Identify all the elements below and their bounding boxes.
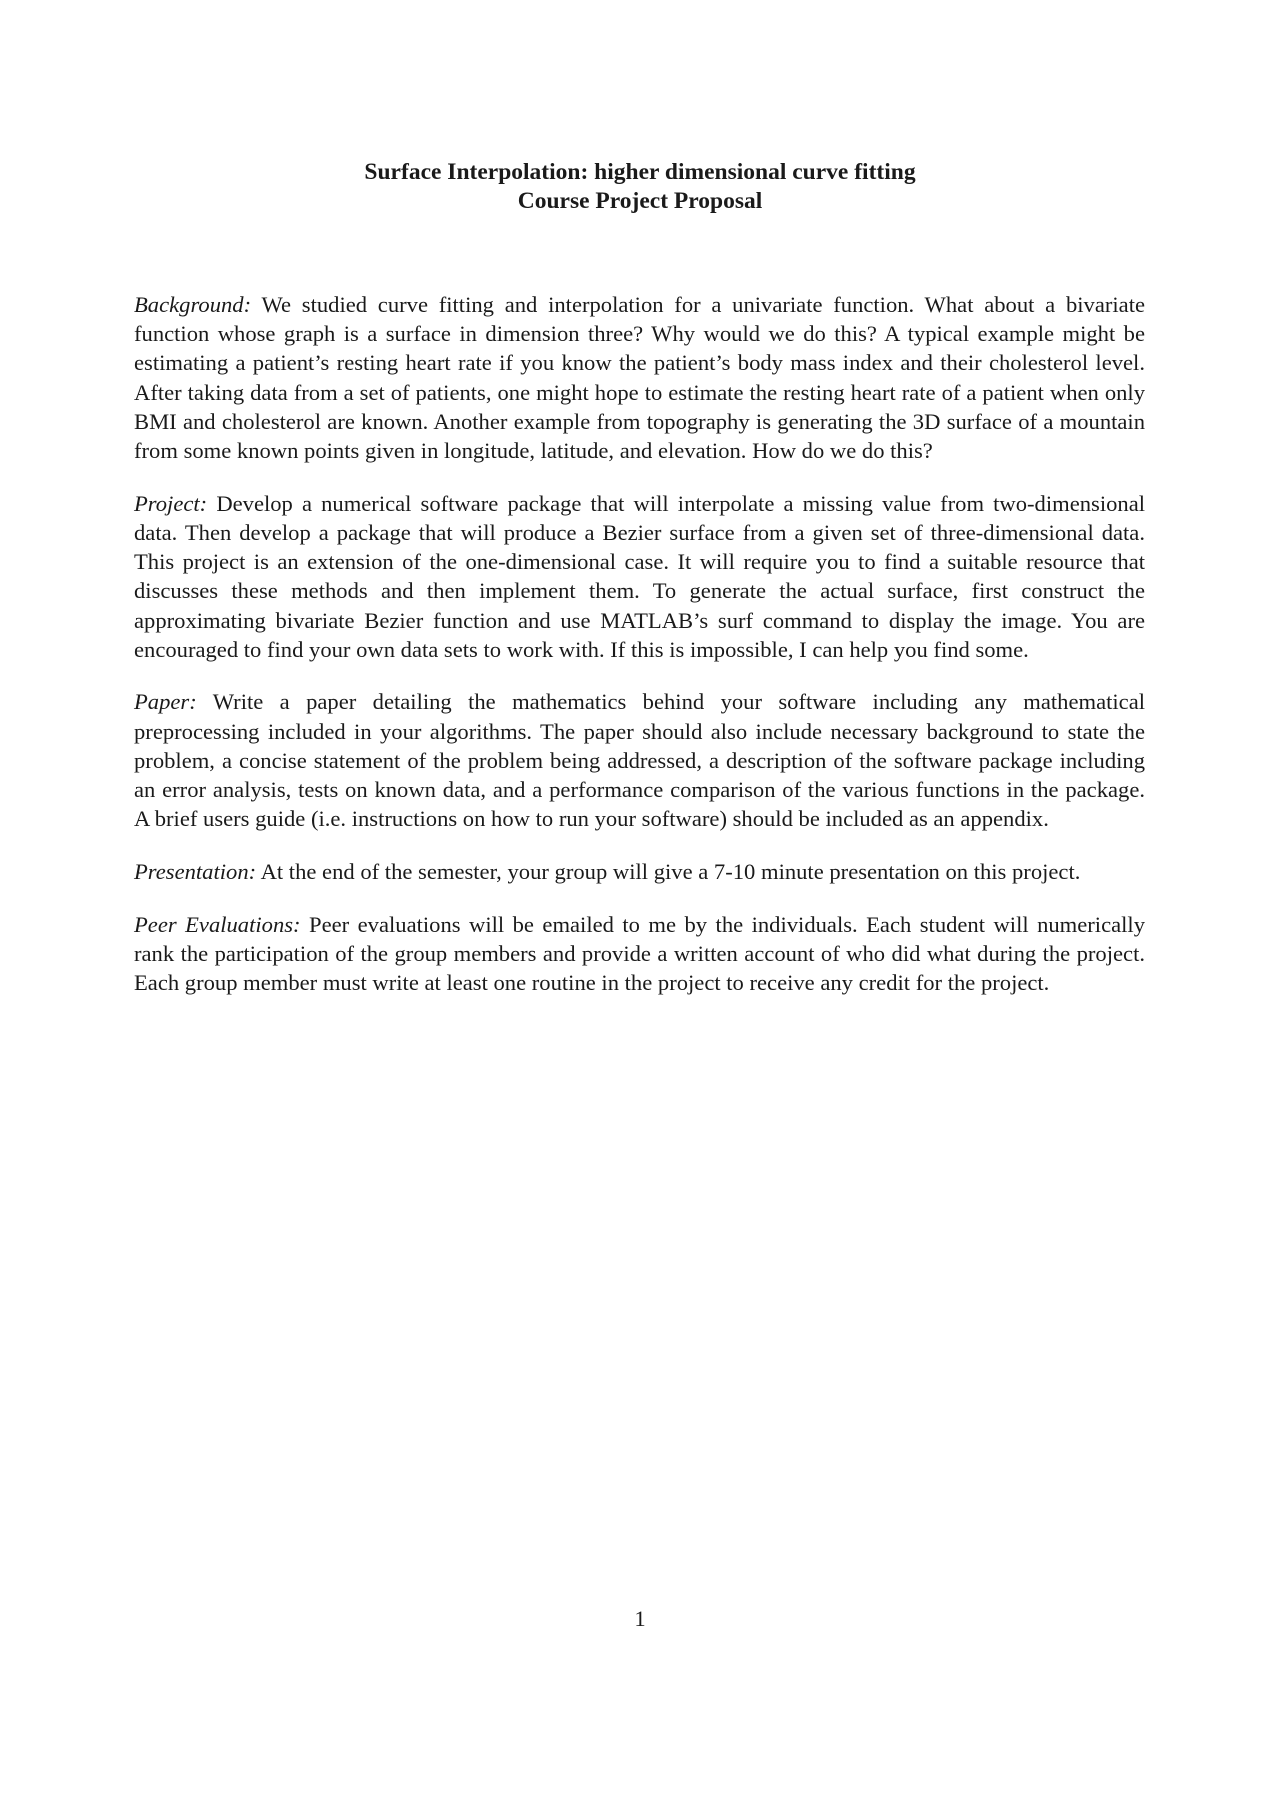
title-block: [0, 158, 1280, 216]
section-label-presentation: Presentation:: [134, 858, 257, 884]
section-project: [134, 489, 1145, 664]
section-text-paper: Write a paper detailing the mathematics behind your software including any mathematical preprocessing included in your algorithms. The paper should also include necessary background to state the problem, a concise statement of the problem being addressed, a description of the software package including an error analysis, tests on known data, and a performance comparison of the various functions in the package. A brief users guide (i.e. instructions on how to run your software) should be included as an appendix.: [134, 689, 1146, 832]
document-body: [134, 290, 1145, 1021]
section-paper: [134, 687, 1145, 833]
section-label-paper: Paper:: [134, 689, 197, 715]
document-title: Surface Interpolation: higher dimensional curve fitting: [364, 159, 916, 185]
section-text-presentation: At the end of the semester, your group will give a 7-10 minute presentation on this project.: [260, 858, 1081, 884]
document-subtitle: Course Project Proposal: [517, 188, 763, 214]
section-label-peer-evaluations: Peer Evaluations:: [134, 911, 301, 937]
section-peer-evaluations: [134, 910, 1145, 998]
section-label-background: Background:: [134, 292, 252, 317]
section-background: [134, 290, 1145, 465]
section-text-background: We studied curve fitting and interpolation for a univariate function. What about a bivariate function whose graph is a surface in dimension three? Why would we do this? A typical example might be estimating a patient’s resting heart rate if you know the patient’s body mass index and their cholesterol level. After taking data from a set of patients, one might hope to estimate the resting heart rate of a patient when only BMI and cholesterol are known. Another example from topography is generating the 3D surface of a mountain from some known points given in longitude, latitude, and elevation. How do we do this?: [134, 292, 1145, 464]
section-text-peer-evaluations: Peer evaluations will be emailed to me by the individuals. Each student will numerically rank the participation of the group members and provide a written account of who did what during the project. Each group member must write at least one routine in the project to receive any credit for the project.: [134, 911, 1145, 996]
section-label-project: Project:: [134, 490, 208, 516]
section-text-project: Develop a numerical software package that will interpolate a missing value from two-dimensional data. Then develop a package that will produce a Bezier surface from a given set of three-dimensional data. This project is an extension of the one-dimensional case. It will require you to find a suitable resource that discusses these methods and then implement them. To generate the actual surface, first construct the approximating bivariate Bezier function and use MATLAB’s surf command to display the image. You are encouraged to find your own data sets to work with. If this is impossible, I can help you find some.: [134, 490, 1145, 662]
section-presentation: [134, 857, 1145, 886]
page-number: 1: [634, 1606, 646, 1631]
